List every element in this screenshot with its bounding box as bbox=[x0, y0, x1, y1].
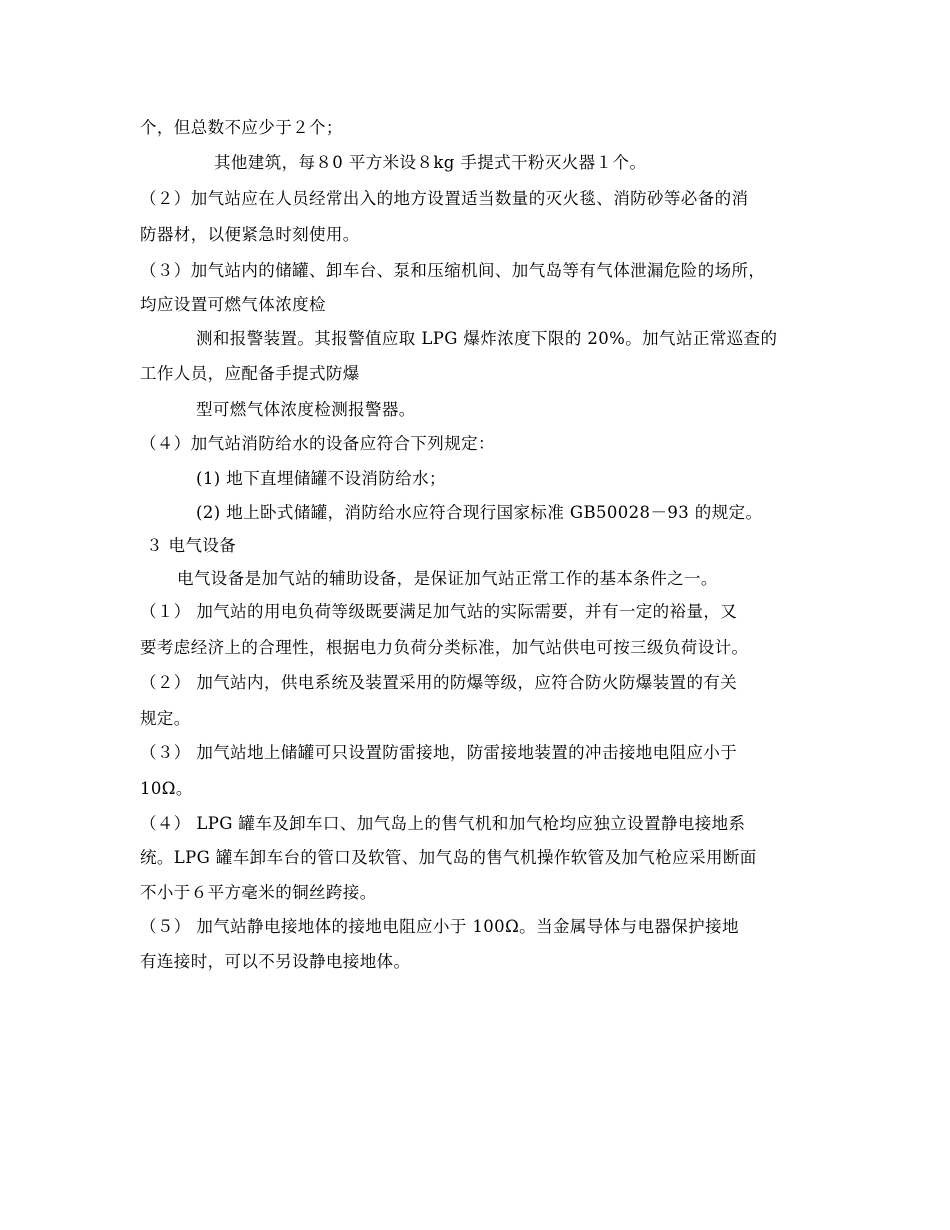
text-line: 电气设备是加气站的辅助设备，是保证加气站正常工作的基本条件之一。 bbox=[177, 569, 718, 588]
text-line: （２）加气站应在人员经常出入的地方设置适当数量的灭火毯、消防砂等必备的消 bbox=[140, 189, 749, 208]
text-line: 型可燃气体浓度检测报警器。 bbox=[196, 400, 416, 419]
text-line: 统。LPG 罐车卸车台的管口及软管、加气岛的售气机操作软管及加气枪应采用断面 bbox=[140, 848, 757, 867]
text-line: 个，但总数不应少于２个； bbox=[140, 118, 343, 137]
text-line: 不小于６平方毫米的铜丝跨接。 bbox=[140, 883, 377, 902]
list-item: (2) 地上卧式储罐，消防给水应符合现行国家标准 GB50028－93 的规定。 bbox=[196, 503, 763, 522]
text-line: 10Ω。 bbox=[140, 779, 193, 798]
text-line: 其他建筑，每８0 平方米设８kg 手提式干粉灭火器１个。 bbox=[214, 153, 647, 172]
text-line: 测和报警装置。其报警值应取 LPG 爆炸浓度下限的 20%。加气站正常巡查的 bbox=[196, 329, 778, 348]
text-line: （４） LPG 罐车及卸车口、加气岛上的售气机和加气枪均应独立设置静电接地系 bbox=[140, 814, 746, 833]
text-line: 防器材，以便紧急时刻使用。 bbox=[140, 225, 360, 244]
section-heading: （４）加气站消防给水的设备应符合下列规定： bbox=[140, 434, 495, 453]
text-line: （３）加气站内的储罐、卸车台、泵和压缩机间、加气岛等有气体泄漏危险的场所， bbox=[140, 261, 766, 280]
text-line: （１） 加气站的用电负荷等级既要满足加气站的实际需要，并有一定的裕量，又 bbox=[140, 602, 738, 621]
text-line: （３） 加气站地上储罐可只设置防雷接地，防雷接地装置的冲击接地电阻应小于 bbox=[140, 743, 738, 762]
section-heading: ３ 电气设备 bbox=[146, 536, 237, 555]
text-line: 工作人员，应配备手提式防爆 bbox=[140, 364, 360, 383]
text-line: 均应设置可燃气体浓度检 bbox=[140, 295, 326, 314]
list-item: (1) 地下直埋储罐不设消防给水； bbox=[196, 469, 446, 488]
text-line: 要考虑经济上的合理性，根据电力负荷分类标准，加气站供电可按三级负荷设计。 bbox=[140, 638, 749, 657]
text-line: 有连接时，可以不另设静电接地体。 bbox=[140, 952, 411, 971]
text-line: （２） 加气站内，供电系统及装置采用的防爆等级，应符合防火防爆装置的有关 bbox=[140, 673, 738, 692]
text-line: 规定。 bbox=[140, 709, 191, 728]
text-line: （５） 加气站静电接地体的接地电阻应小于 100Ω。当金属导体与电器保护接地 bbox=[140, 917, 739, 936]
